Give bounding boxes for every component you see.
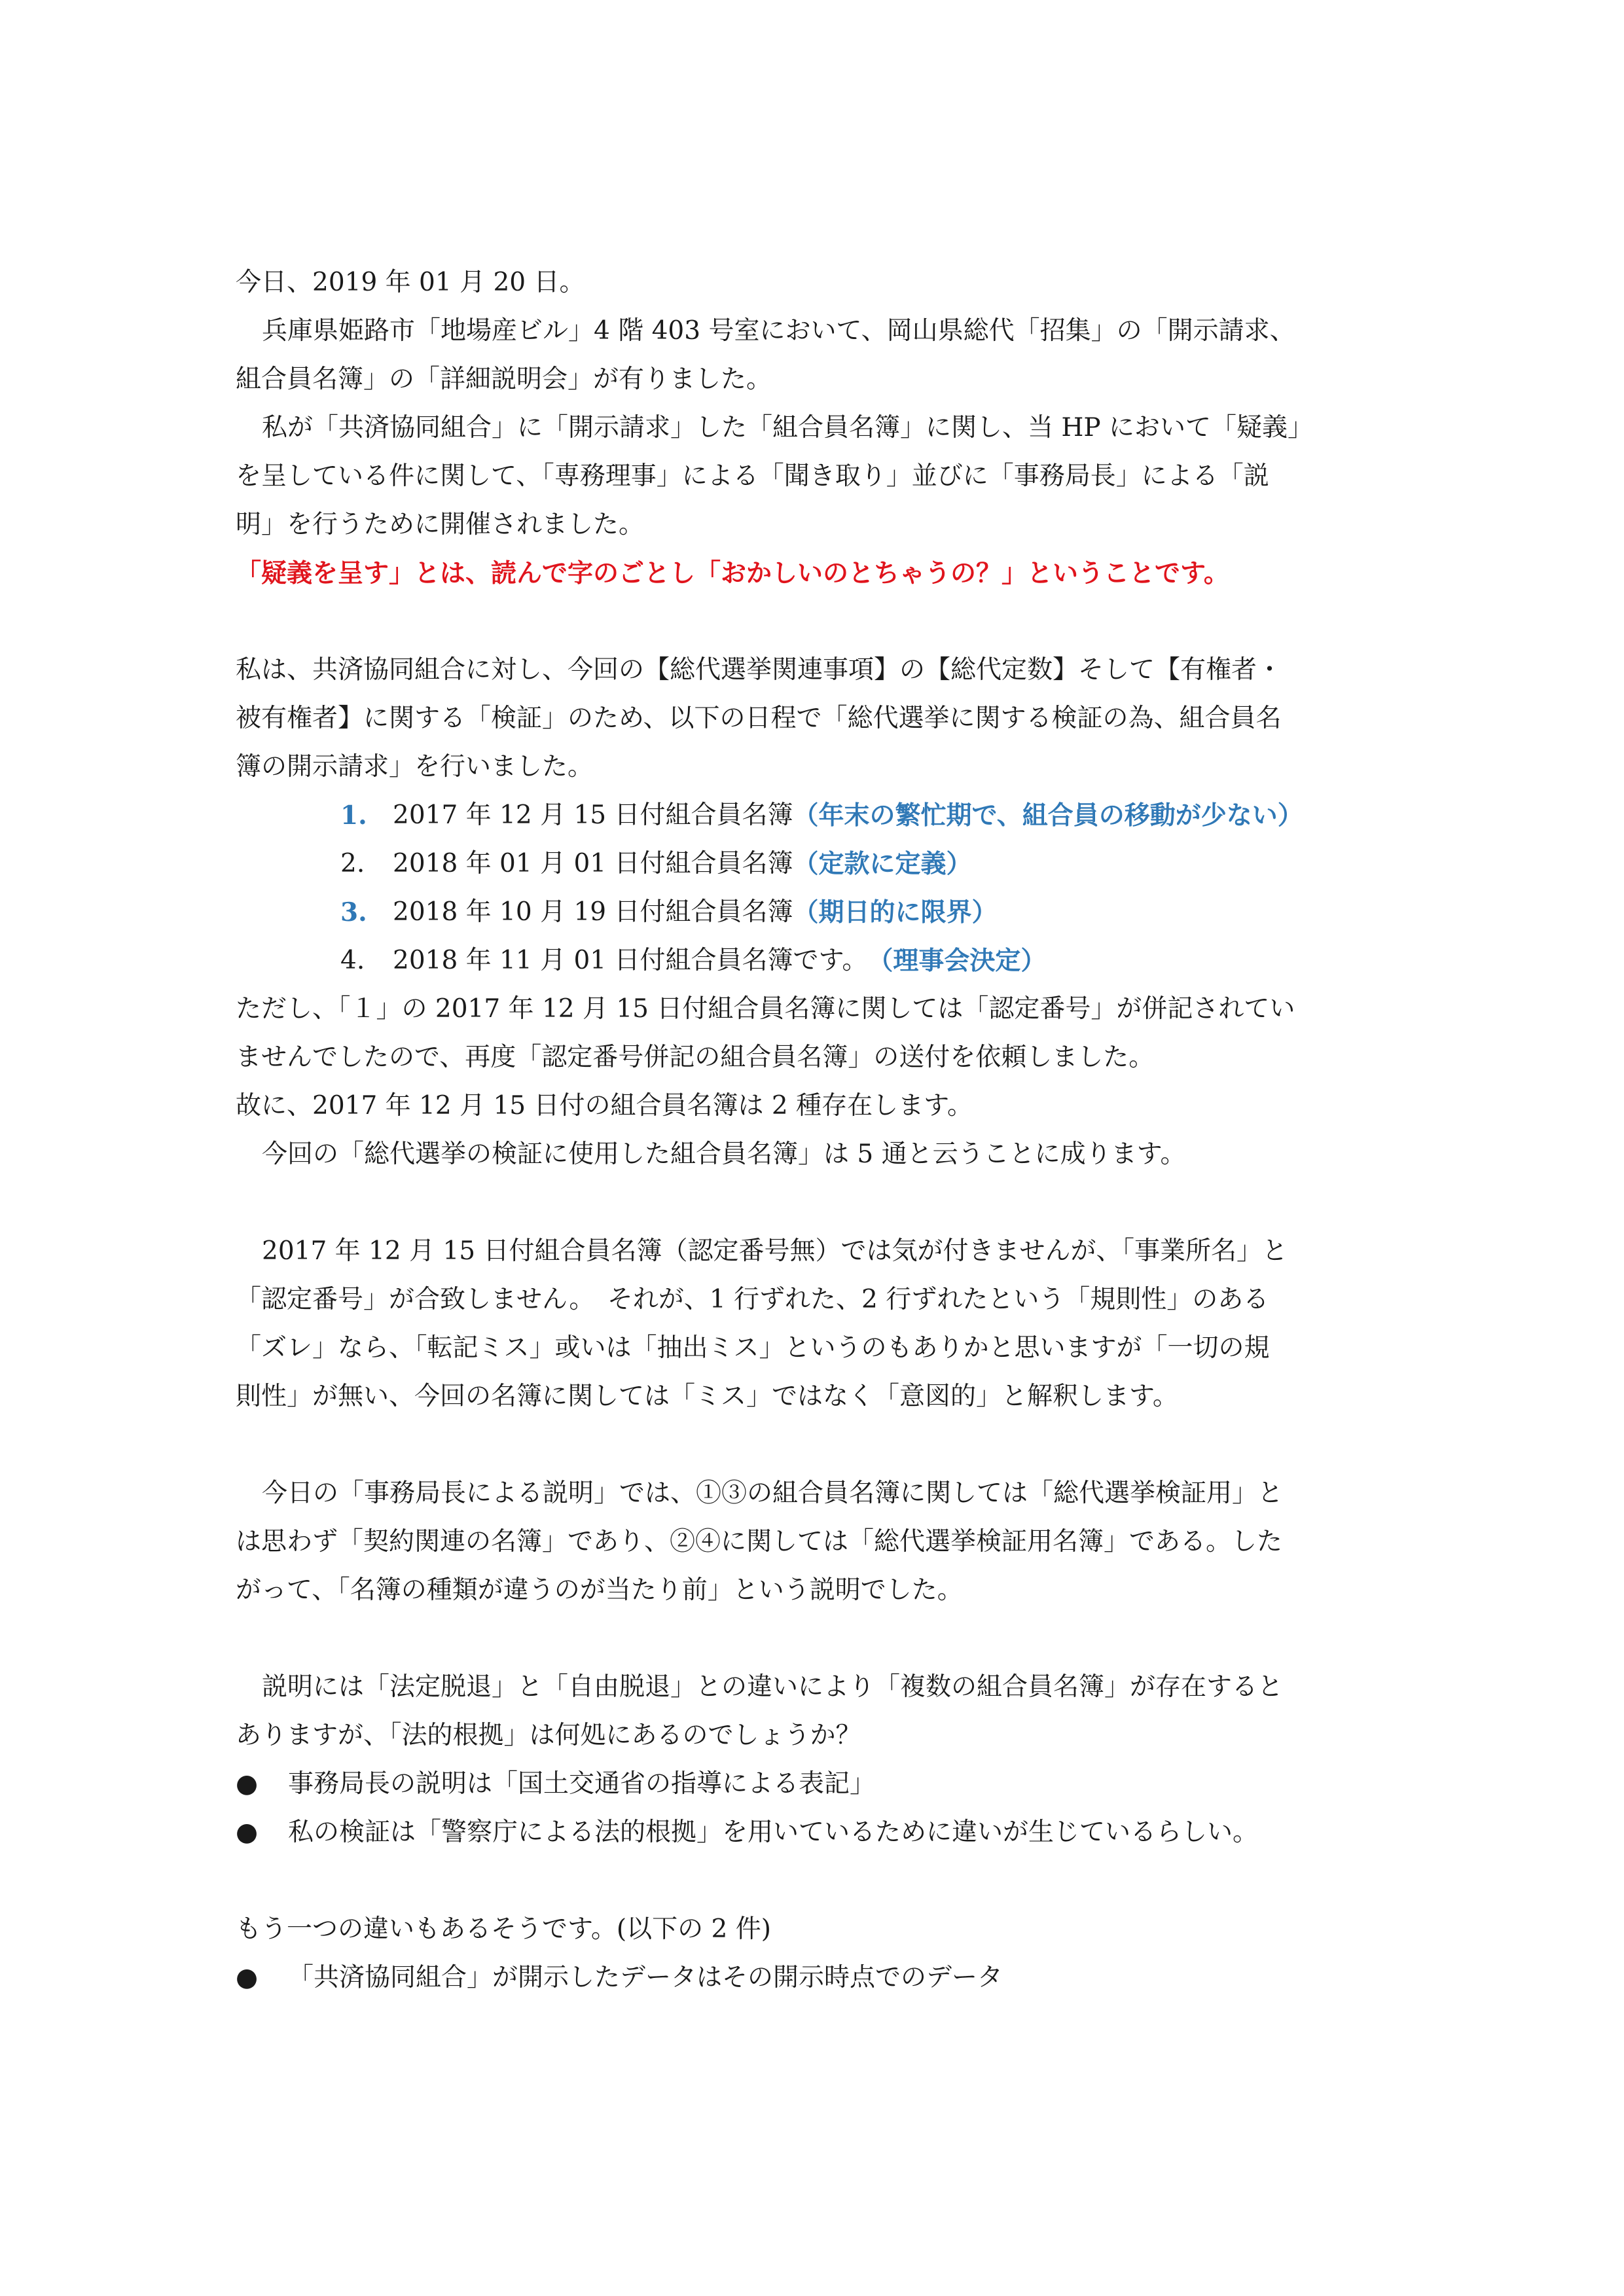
paragraph-note-line3: 故に、2017 年 12 月 15 日付の組合員名簿は 2 種存在します。 bbox=[236, 1091, 973, 1121]
list-number: 3. bbox=[340, 897, 367, 927]
paragraph-purpose-line3: 明」を行うために開催されました。 bbox=[236, 510, 645, 539]
highlight-red-statement: 「疑義を呈す」とは、読んで字のごとし「おかしいのとちゃうの？」ということです。 bbox=[236, 558, 1229, 588]
bullet-icon: ● bbox=[236, 1818, 259, 1847]
paragraph-purpose-line2: を呈している件に関して、「専務理事」による「聞き取り」並びに「事務局長」による「説 bbox=[236, 461, 1269, 491]
document-page bbox=[236, 259, 1401, 2002]
paragraph-note-line2: ませんでしたので、再度「認定番号併記の組合員名簿」の送付を依頼しました。 bbox=[236, 1043, 1155, 1072]
bullet-item bbox=[236, 1808, 1401, 1857]
paragraph-note-line4: 今回の「総代選挙の検証に使用した組合員名簿」は 5 通と云うことに成ります。 bbox=[262, 1139, 1186, 1169]
paragraph-mismatch-line2: 「認定番号」が合致しません。 それが、1 行ずれた、2 行ずれたという「規則性」のある bbox=[236, 1285, 1269, 1314]
bullet-text: 「共済協同組合」が開示したデータはその開示時点でのデータ bbox=[288, 1963, 1003, 1992]
list-text: 2018 年 11 月 01 日付組合員名簿です。 bbox=[393, 946, 868, 975]
list-item bbox=[236, 791, 1401, 840]
bullet-item bbox=[236, 1954, 1401, 2002]
spacer bbox=[236, 1857, 1401, 1905]
list-note: （定款に定義） bbox=[793, 849, 972, 879]
bullet-icon: ● bbox=[236, 1963, 259, 1992]
list-number: 1. bbox=[340, 800, 367, 831]
list-number: 2. bbox=[340, 849, 365, 878]
paragraph-location-line2: 組合員名簿」の「詳細説明会」が有りました。 bbox=[236, 365, 772, 394]
paragraph-note-line1: ただし、「１」の 2017 年 12 月 15 日付組合員名簿に関しては「認定番号」が併記されてい bbox=[236, 994, 1295, 1024]
spacer bbox=[236, 598, 1401, 646]
list-note: （年末の繁忙期で、組合員の移動が少ない） bbox=[793, 800, 1303, 831]
spacer bbox=[236, 1615, 1401, 1663]
paragraph-date: 今日、2019 年 01 月 20 日。 bbox=[236, 268, 585, 297]
paragraph-other-difference: もう一つの違いもあるそうです。(以下の 2 件) bbox=[236, 1914, 771, 1944]
list-text: 2018 年 01 月 01 日付組合員名簿 bbox=[393, 849, 793, 878]
paragraph-request-line2: 被有権者】に関する「検証」のため、以下の日程で「総代選挙に関する検証の為、組合員名 bbox=[236, 704, 1282, 733]
paragraph-legal-line2: ありますが、「法的根拠」は何処にあるのでしょうか？ bbox=[236, 1721, 861, 1750]
paragraph-explanation-line1: 今日の「事務局長による説明」では、①③の組合員名簿に関しては「総代選挙検証用」と bbox=[262, 1479, 1284, 1508]
list-item bbox=[236, 888, 1401, 937]
paragraph-legal-line1: 説明には「法定脱退」と「自由脱退」との違いにより「複数の組合員名簿」が存在すると bbox=[262, 1672, 1284, 1702]
list-text: 2018 年 10 月 19 日付組合員名簿 bbox=[393, 897, 793, 927]
paragraph-request-line3: 簿の開示請求」を行いました。 bbox=[236, 752, 594, 781]
paragraph-mismatch-line3: 「ズレ」なら、「転記ミス」或いは「抽出ミス」というのもありかと思いますが「一切の規 bbox=[236, 1333, 1270, 1363]
spacer bbox=[236, 1179, 1401, 1227]
list-number: 4. bbox=[340, 946, 365, 975]
list-text: 2017 年 12 月 15 日付組合員名簿 bbox=[393, 800, 793, 830]
paragraph-mismatch-line1: 2017 年 12 月 15 日付組合員名簿（認定番号無）では気が付きませんが、「事業所名」と bbox=[262, 1236, 1288, 1266]
list-note: （期日的に限界） bbox=[793, 897, 998, 927]
list-item bbox=[236, 840, 1401, 888]
paragraph-location-line1: 兵庫県姫路市「地場産ビル」4 階 403 号室において、岡山県総代「招集」の「開示請求、 bbox=[262, 316, 1295, 346]
bullet-text: 私の検証は「警察庁による法的根拠」を用いているために違いが生じているらしい。 bbox=[288, 1818, 1259, 1847]
bullet-icon: ● bbox=[236, 1769, 259, 1799]
paragraph-request-line1: 私は、共済協同組合に対し、今回の【総代選挙関連事項】の【総代定数】そして【有権者・ bbox=[236, 655, 1283, 685]
list-note: （理事会決定） bbox=[867, 946, 1047, 976]
paragraph-purpose-line1: 私が「共済協同組合」に「開示請求」した「組合員名簿」に関し、当 HP において「疑義」 bbox=[262, 413, 1314, 442]
list-item bbox=[236, 937, 1401, 985]
paragraph-explanation-line2: は思わず「契約関連の名簿」であり、②④に関しては「総代選挙検証用名簿」である。した bbox=[236, 1527, 1283, 1556]
bullet-text: 事務局長の説明は「国土交通省の指導による表記」 bbox=[288, 1769, 876, 1799]
spacer bbox=[236, 1421, 1401, 1469]
paragraph-mismatch-line4: 則性」が無い、今回の名簿に関しては「ミス」ではなく「意図的」と解釈します。 bbox=[236, 1382, 1178, 1411]
paragraph-explanation-line3: がって、「名簿の種類が違うのが当たり前」という説明でした。 bbox=[236, 1575, 963, 1605]
bullet-item bbox=[236, 1760, 1401, 1808]
